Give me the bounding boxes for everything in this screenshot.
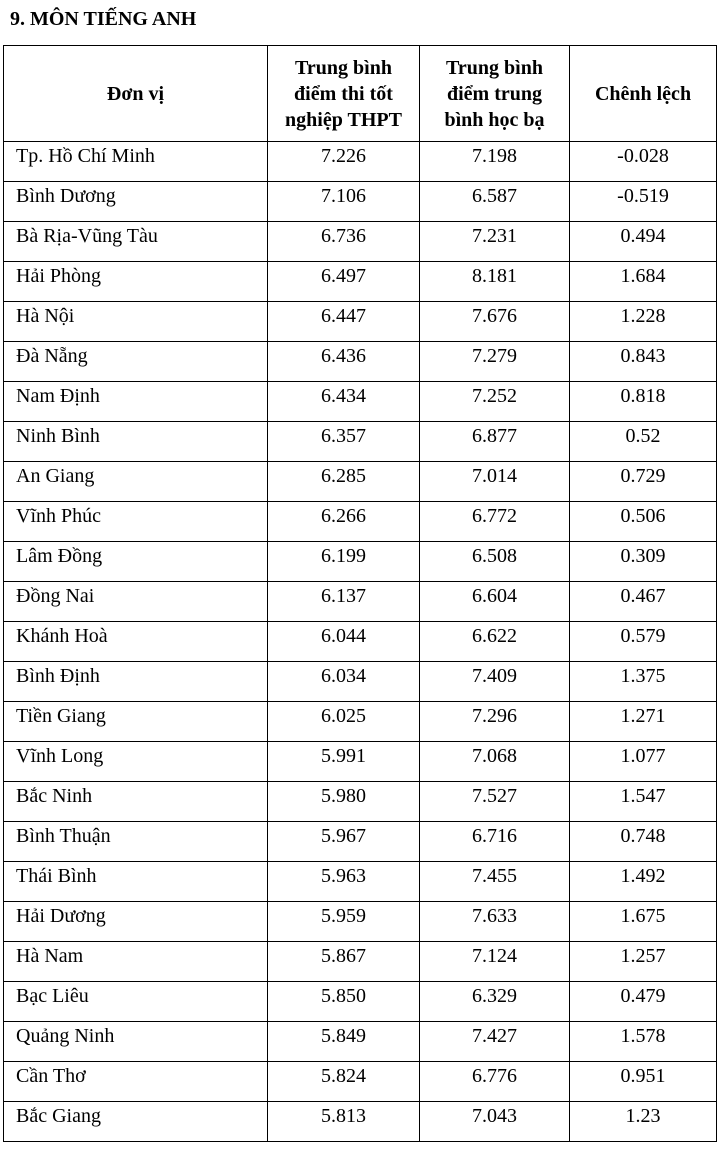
difference-cell: 1.547 bbox=[570, 782, 717, 822]
table-row bbox=[4, 822, 717, 862]
exam-average-cell: 6.137 bbox=[268, 582, 420, 622]
table-row bbox=[4, 702, 717, 742]
difference-cell: -0.519 bbox=[570, 182, 717, 222]
difference-cell: 1.257 bbox=[570, 942, 717, 982]
difference-cell: 0.818 bbox=[570, 382, 717, 422]
unit-cell: Đà Nẵng bbox=[4, 342, 268, 382]
transcript-average-cell: 6.587 bbox=[420, 182, 570, 222]
transcript-average-cell: 7.427 bbox=[420, 1022, 570, 1062]
exam-average-cell: 6.434 bbox=[268, 382, 420, 422]
difference-cell: 0.843 bbox=[570, 342, 717, 382]
table-row bbox=[4, 1062, 717, 1102]
transcript-average-cell: 6.604 bbox=[420, 582, 570, 622]
exam-average-cell: 5.980 bbox=[268, 782, 420, 822]
transcript-average-cell: 6.508 bbox=[420, 542, 570, 582]
unit-cell: Hà Nội bbox=[4, 302, 268, 342]
unit-cell: Hải Phòng bbox=[4, 262, 268, 302]
table-row bbox=[4, 462, 717, 502]
exam-average-cell: 5.959 bbox=[268, 902, 420, 942]
unit-cell: Bình Thuận bbox=[4, 822, 268, 862]
difference-cell: 1.675 bbox=[570, 902, 717, 942]
exam-average-cell: 5.813 bbox=[268, 1102, 420, 1142]
difference-cell: 1.578 bbox=[570, 1022, 717, 1062]
exam-average-cell: 6.034 bbox=[268, 662, 420, 702]
difference-cell: 1.684 bbox=[570, 262, 717, 302]
exam-average-cell: 6.436 bbox=[268, 342, 420, 382]
table-row bbox=[4, 982, 717, 1022]
exam-average-cell: 6.044 bbox=[268, 622, 420, 662]
transcript-average-cell: 8.181 bbox=[420, 262, 570, 302]
difference-cell: 0.479 bbox=[570, 982, 717, 1022]
transcript-average-cell: 7.676 bbox=[420, 302, 570, 342]
exam-average-cell: 6.447 bbox=[268, 302, 420, 342]
table-row bbox=[4, 342, 717, 382]
exam-average-cell: 5.850 bbox=[268, 982, 420, 1022]
transcript-average-cell: 6.329 bbox=[420, 982, 570, 1022]
exam-average-cell: 6.285 bbox=[268, 462, 420, 502]
transcript-average-cell: 7.231 bbox=[420, 222, 570, 262]
difference-cell: 1.077 bbox=[570, 742, 717, 782]
column-header-difference: Chênh lệch bbox=[570, 46, 717, 142]
table-row bbox=[4, 1022, 717, 1062]
unit-cell: Khánh Hoà bbox=[4, 622, 268, 662]
difference-cell: 0.309 bbox=[570, 542, 717, 582]
transcript-average-cell: 7.409 bbox=[420, 662, 570, 702]
transcript-average-cell: 7.252 bbox=[420, 382, 570, 422]
difference-cell: 1.228 bbox=[570, 302, 717, 342]
unit-cell: Bắc Ninh bbox=[4, 782, 268, 822]
column-header-transcript-average: Trung bình điểm trung bình học bạ bbox=[420, 46, 570, 142]
exam-average-cell: 5.849 bbox=[268, 1022, 420, 1062]
table-row bbox=[4, 1102, 717, 1142]
unit-cell: Quảng Ninh bbox=[4, 1022, 268, 1062]
unit-cell: Bạc Liêu bbox=[4, 982, 268, 1022]
unit-cell: Vĩnh Long bbox=[4, 742, 268, 782]
exam-average-cell: 5.967 bbox=[268, 822, 420, 862]
difference-cell: 0.506 bbox=[570, 502, 717, 542]
exam-average-cell: 5.991 bbox=[268, 742, 420, 782]
difference-cell: 1.375 bbox=[570, 662, 717, 702]
column-header-exam-average: Trung bình điểm thi tốt nghiệp THPT bbox=[268, 46, 420, 142]
transcript-average-cell: 7.124 bbox=[420, 942, 570, 982]
transcript-average-cell: 7.068 bbox=[420, 742, 570, 782]
transcript-average-cell: 6.772 bbox=[420, 502, 570, 542]
section-heading: 9. MÔN TIẾNG ANH bbox=[10, 8, 197, 30]
transcript-average-cell: 6.776 bbox=[420, 1062, 570, 1102]
table-row bbox=[4, 262, 717, 302]
unit-cell: Nam Định bbox=[4, 382, 268, 422]
exam-average-cell: 7.226 bbox=[268, 142, 420, 182]
exam-average-cell: 6.025 bbox=[268, 702, 420, 742]
transcript-average-cell: 7.043 bbox=[420, 1102, 570, 1142]
table-row bbox=[4, 142, 717, 182]
difference-cell: 0.467 bbox=[570, 582, 717, 622]
difference-cell: 0.579 bbox=[570, 622, 717, 662]
header-row bbox=[4, 46, 717, 142]
unit-cell: Vĩnh Phúc bbox=[4, 502, 268, 542]
difference-cell: 1.23 bbox=[570, 1102, 717, 1142]
table-row bbox=[4, 222, 717, 262]
difference-cell: -0.028 bbox=[570, 142, 717, 182]
unit-cell: Cần Thơ bbox=[4, 1062, 268, 1102]
unit-cell: Bình Định bbox=[4, 662, 268, 702]
unit-cell: Tiền Giang bbox=[4, 702, 268, 742]
table-row bbox=[4, 422, 717, 462]
table-row bbox=[4, 742, 717, 782]
unit-cell: Đồng Nai bbox=[4, 582, 268, 622]
unit-cell: Ninh Bình bbox=[4, 422, 268, 462]
exam-average-cell: 5.824 bbox=[268, 1062, 420, 1102]
table-row bbox=[4, 502, 717, 542]
difference-cell: 0.748 bbox=[570, 822, 717, 862]
table-row bbox=[4, 782, 717, 822]
difference-cell: 1.271 bbox=[570, 702, 717, 742]
transcript-average-cell: 6.716 bbox=[420, 822, 570, 862]
unit-cell: Thái Bình bbox=[4, 862, 268, 902]
unit-cell: An Giang bbox=[4, 462, 268, 502]
table-row bbox=[4, 622, 717, 662]
transcript-average-cell: 6.622 bbox=[420, 622, 570, 662]
table-row bbox=[4, 382, 717, 422]
transcript-average-cell: 7.014 bbox=[420, 462, 570, 502]
table-row bbox=[4, 302, 717, 342]
table-row bbox=[4, 582, 717, 622]
transcript-average-cell: 7.279 bbox=[420, 342, 570, 382]
table-row bbox=[4, 862, 717, 902]
column-header-unit: Đơn vị bbox=[4, 46, 268, 142]
unit-cell: Bà Rịa-Vũng Tàu bbox=[4, 222, 268, 262]
exam-average-cell: 6.736 bbox=[268, 222, 420, 262]
difference-cell: 0.729 bbox=[570, 462, 717, 502]
table-row bbox=[4, 942, 717, 982]
exam-average-cell: 7.106 bbox=[268, 182, 420, 222]
difference-cell: 0.494 bbox=[570, 222, 717, 262]
exam-average-cell: 5.867 bbox=[268, 942, 420, 982]
table-row bbox=[4, 902, 717, 942]
transcript-average-cell: 6.877 bbox=[420, 422, 570, 462]
table-row bbox=[4, 542, 717, 582]
exam-average-cell: 6.497 bbox=[268, 262, 420, 302]
unit-cell: Hải Dương bbox=[4, 902, 268, 942]
exam-average-cell: 6.266 bbox=[268, 502, 420, 542]
transcript-average-cell: 7.296 bbox=[420, 702, 570, 742]
unit-cell: Bình Dương bbox=[4, 182, 268, 222]
exam-average-cell: 6.357 bbox=[268, 422, 420, 462]
transcript-average-cell: 7.527 bbox=[420, 782, 570, 822]
difference-cell: 0.52 bbox=[570, 422, 717, 462]
difference-cell: 1.492 bbox=[570, 862, 717, 902]
transcript-average-cell: 7.455 bbox=[420, 862, 570, 902]
unit-cell: Tp. Hồ Chí Minh bbox=[4, 142, 268, 182]
exam-average-cell: 6.199 bbox=[268, 542, 420, 582]
score-table bbox=[3, 45, 717, 1142]
transcript-average-cell: 7.633 bbox=[420, 902, 570, 942]
table-row bbox=[4, 182, 717, 222]
transcript-average-cell: 7.198 bbox=[420, 142, 570, 182]
unit-cell: Bắc Giang bbox=[4, 1102, 268, 1142]
exam-average-cell: 5.963 bbox=[268, 862, 420, 902]
unit-cell: Lâm Đồng bbox=[4, 542, 268, 582]
difference-cell: 0.951 bbox=[570, 1062, 717, 1102]
table-row bbox=[4, 662, 717, 702]
unit-cell: Hà Nam bbox=[4, 942, 268, 982]
